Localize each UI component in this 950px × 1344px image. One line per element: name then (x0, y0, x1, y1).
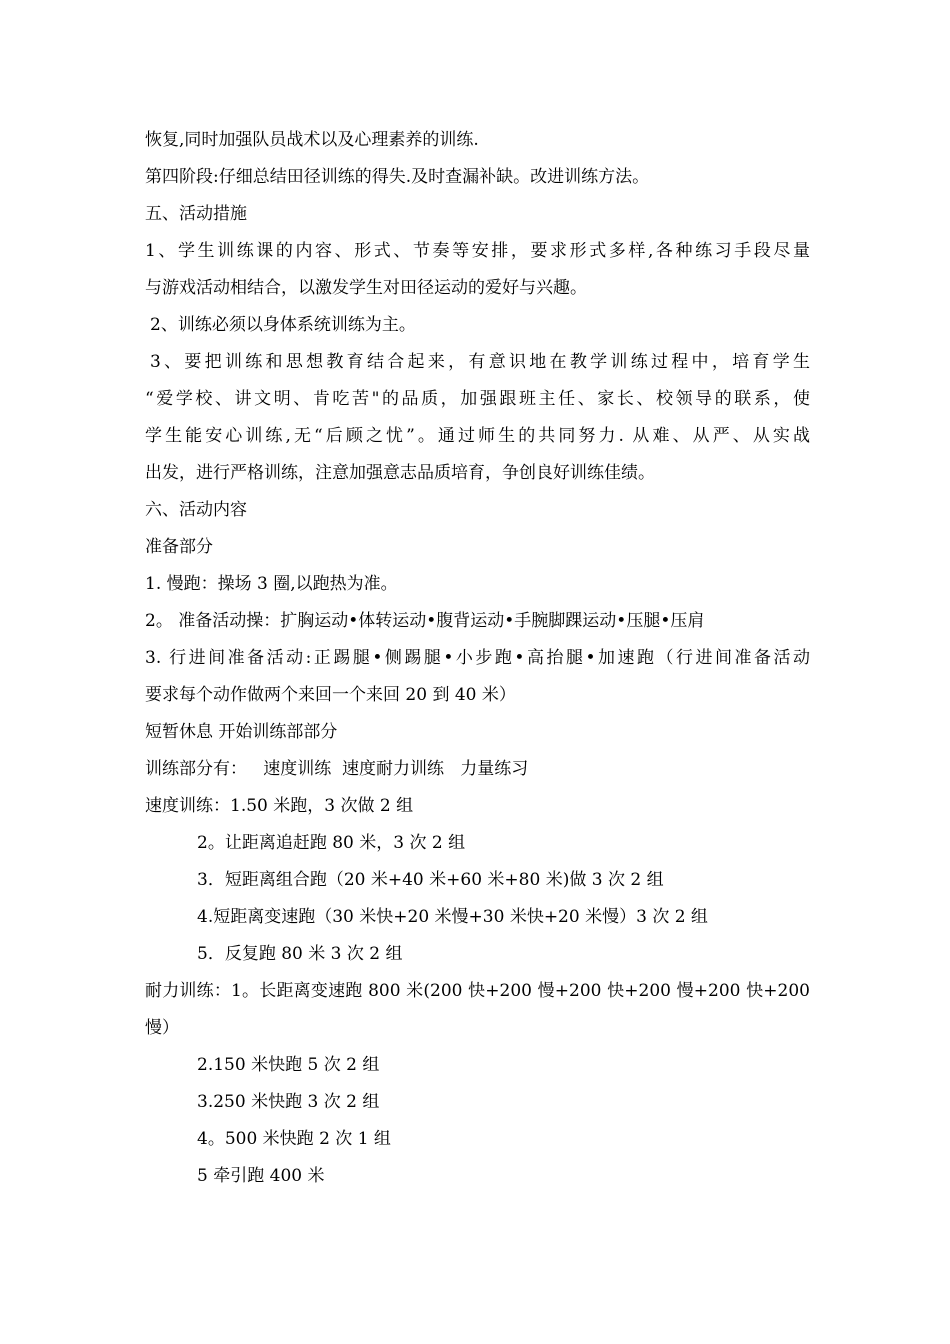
section-heading: 六、活动内容 (145, 500, 247, 520)
text-line: 3、要把训练和思想教育结合起来，有意识地在教学训练过程中，培育学生 (150, 352, 810, 372)
text-line: 第四阶段:仔细总结田径训练的得失.及时查漏补缺。改进训练方法。 (145, 167, 650, 187)
list-item: 1. 慢跑：操场 3 圈,以跑热为准。 (145, 574, 398, 594)
text-line: 速度训练：1.50 米跑，3 次做 2 组 (145, 796, 414, 816)
list-item: 4。500 米快跑 2 次 1 组 (197, 1129, 391, 1149)
text-line: 恢复,同时加强队员战术以及心理素养的训练. (145, 130, 479, 150)
subsection-heading: 准备部分 (145, 537, 213, 557)
list-item: 3.250 米快跑 3 次 2 组 (197, 1092, 380, 1112)
list-item: 3. 行进间准备活动:正踢腿•侧踢腿•小步跑•高抬腿•加速跑（行进间准备活动 (145, 648, 810, 668)
text-line: “爱学校、讲文明、肯吃苦"的品质，加强跟班主任、家长、校领导的联系，使 (145, 389, 810, 409)
text-line: 2、训练必须以身体系统训练为主。 (150, 315, 416, 335)
list-item: 3．短距离组合跑（20 米+40 米+60 米+80 米)做 3 次 2 组 (197, 870, 664, 890)
list-item: 2。让距离追赶跑 80 米，3 次 2 组 (197, 833, 466, 853)
list-item: 4.短距离变速跑（30 米快+20 米慢+30 米快+20 米慢）3 次 2 组 (197, 907, 708, 927)
text-line: 短暂休息 开始训练部部分 (145, 722, 338, 742)
text-line: 学生能安心训练,无“后顾之忧”。通过师生的共同努力. 从难、从严、从实战 (145, 426, 810, 446)
section-heading: 五、活动措施 (145, 204, 247, 224)
text-line: 耐力训练：1。长距离变速跑 800 米(200 快+200 慢+200 快+200 慢+200 快+200 (145, 981, 810, 1001)
text-line: 与游戏活动相结合，以激发学生对田径运动的爱好与兴趣。 (145, 278, 587, 298)
list-item: 2.150 米快跑 5 次 2 组 (197, 1055, 380, 1075)
text-line: 1、学生训练课的内容、形式、节奏等安排，要求形式多样,各种练习手段尽量 (145, 241, 810, 261)
list-item: 5 牵引跑 400 米 (197, 1166, 325, 1186)
text-line: 要求每个动作做两个来回一个来回 20 到 40 米） (145, 685, 516, 705)
text-line: 训练部分有： 速度训练 速度耐力训练 力量练习 (145, 759, 529, 779)
list-item: 5．反复跑 80 米 3 次 2 组 (197, 944, 403, 964)
text-line: 出发，进行严格训练，注意加强意志品质培育，争创良好训练佳绩。 (145, 463, 655, 483)
list-item: 2。 准备活动操：扩胸运动•体转运动•腹背运动•手腕脚踝运动•压腿•压肩 (145, 611, 705, 631)
document-page (145, 122, 810, 1195)
text-line: 慢） (145, 1018, 179, 1038)
